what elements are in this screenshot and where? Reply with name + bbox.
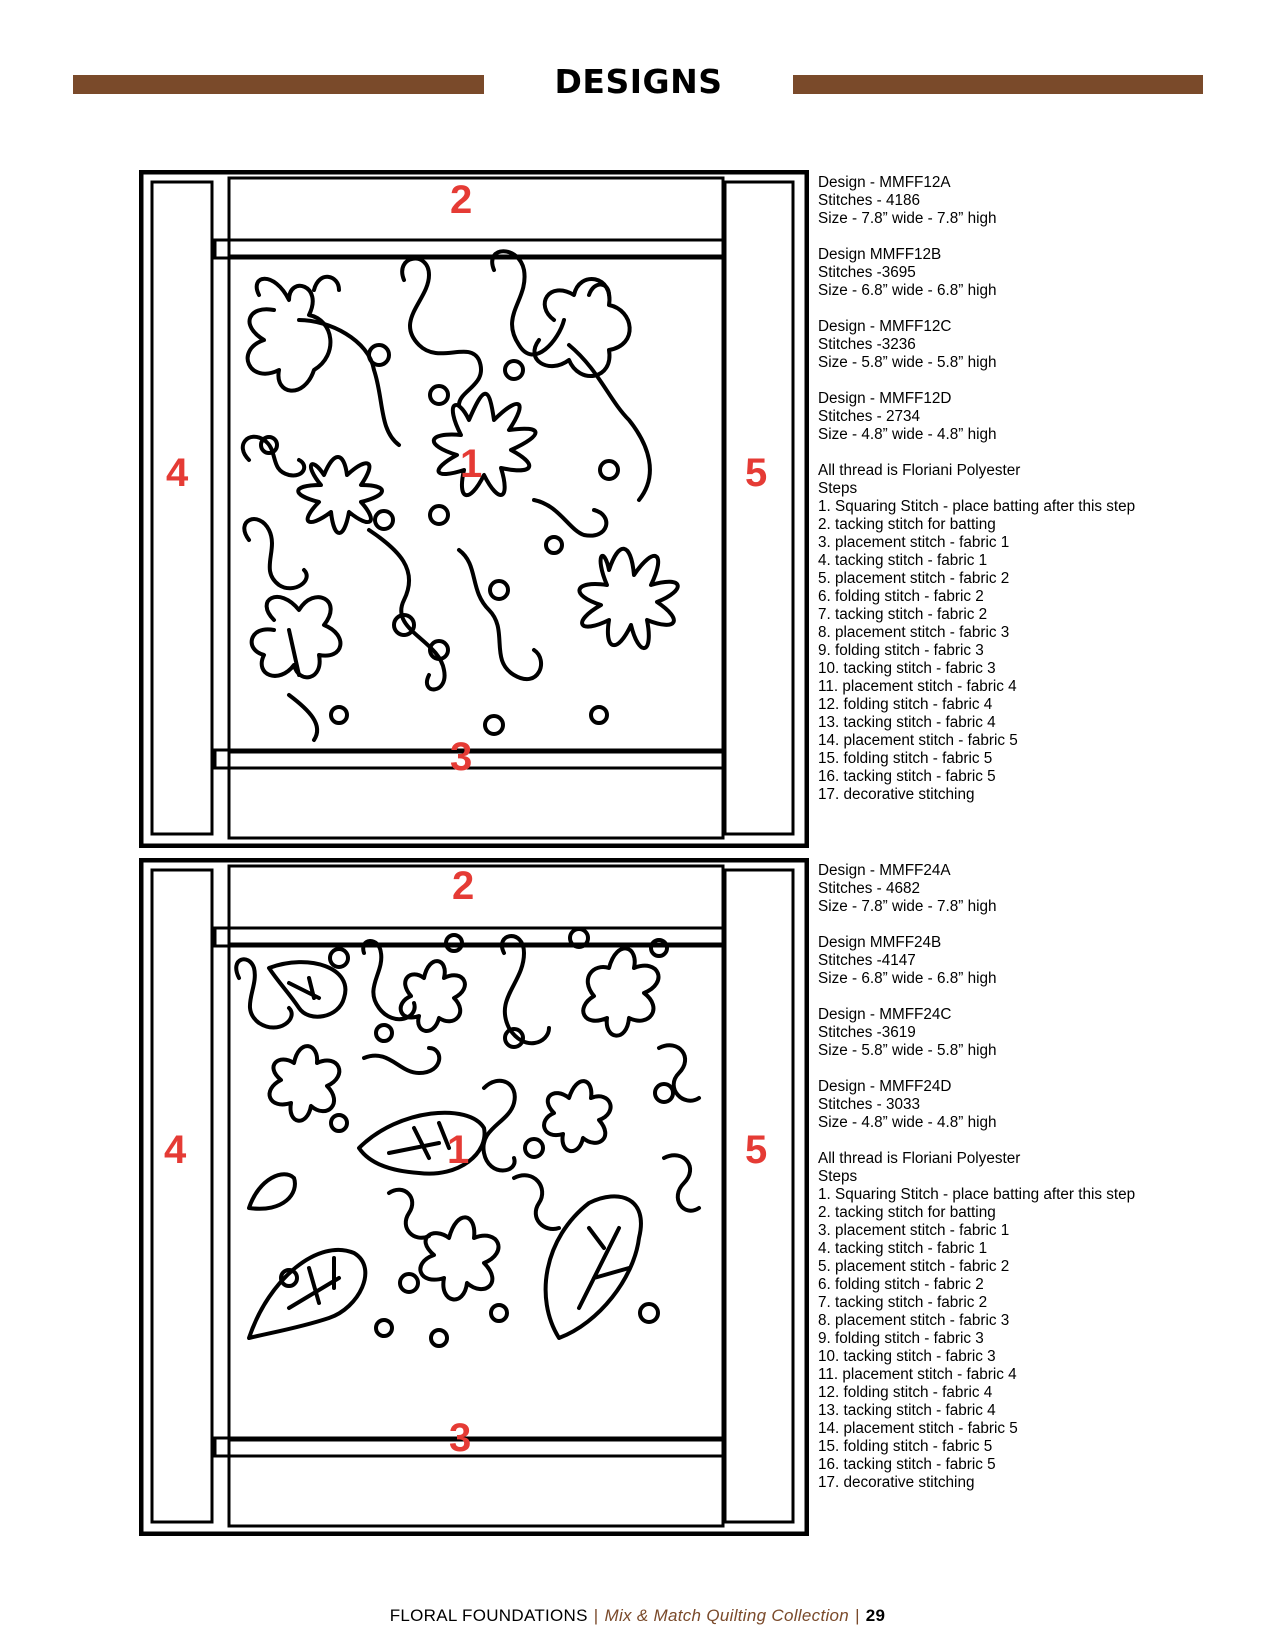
step-item: 6. folding stitch - fabric 2 (818, 588, 984, 605)
step-item: 9. folding stitch - fabric 3 (818, 642, 984, 659)
design-spec (818, 318, 1258, 372)
design-name: Design MMFF24B (818, 934, 942, 951)
design-stitches: Stitches -3695 (818, 264, 916, 281)
step-item: 15. folding stitch - fabric 5 (818, 1438, 993, 1455)
design-size: Size - 7.8” wide - 7.8” high (818, 898, 997, 915)
design-stitches: Stitches - 4682 (818, 880, 921, 897)
thread-note: All thread is Floriani Polyester (818, 1150, 1021, 1167)
label-bottom-3: 3 (450, 735, 473, 779)
design-info-2 (818, 862, 1258, 1492)
page-number: 29 (865, 1606, 886, 1625)
step-item: 3. placement stitch - fabric 1 (818, 1222, 1010, 1239)
footer-separator: | (855, 1606, 860, 1625)
step-item: 17. decorative stitching (818, 786, 975, 803)
label-bottom-3: 3 (449, 1416, 472, 1460)
design-size: Size - 4.8” wide - 4.8” high (818, 1114, 997, 1131)
design-name: Design - MMFF24D (818, 1078, 952, 1095)
label-right-5: 5 (745, 451, 768, 495)
label-center-1: 1 (460, 442, 483, 486)
design-size: Size - 6.8” wide - 6.8” high (818, 970, 997, 987)
header-rule-right (793, 75, 1203, 94)
design-stitches: Stitches - 4186 (818, 192, 921, 209)
design-name: Design - MMFF24A (818, 862, 951, 879)
page-title: DESIGNS (554, 62, 723, 101)
design-spec (818, 1078, 1258, 1132)
steps-heading: Steps (818, 1168, 858, 1185)
footer-separator: | (593, 1606, 599, 1625)
step-item: 15. folding stitch - fabric 5 (818, 750, 993, 767)
design-name: Design - MMFF12C (818, 318, 952, 335)
step-item: 13. tacking stitch - fabric 4 (818, 1402, 996, 1419)
design-size: Size - 6.8” wide - 6.8” high (818, 282, 997, 299)
step-item: 16. tacking stitch - fabric 5 (818, 768, 996, 785)
steps-list (818, 498, 1258, 804)
page-footer (0, 1606, 1275, 1626)
step-item: 11. placement stitch - fabric 4 (818, 1366, 1017, 1383)
label-left-4: 4 (164, 1128, 187, 1172)
block-outline-2 (139, 858, 809, 1536)
design-size: Size - 4.8” wide - 4.8” high (818, 426, 997, 443)
design-stitches: Stitches - 3033 (818, 1096, 921, 1113)
step-item: 4. tacking stitch - fabric 1 (818, 1240, 988, 1257)
step-item: 13. tacking stitch - fabric 4 (818, 714, 996, 731)
step-item: 17. decorative stitching (818, 1474, 975, 1491)
step-item: 1. Squaring Stitch - place batting after this step (818, 498, 1136, 515)
step-item: 4. tacking stitch - fabric 1 (818, 552, 988, 569)
step-item: 8. placement stitch - fabric 3 (818, 624, 1010, 641)
step-item: 8. placement stitch - fabric 3 (818, 1312, 1010, 1329)
design-name: Design - MMFF12D (818, 390, 952, 407)
step-item: 2. tacking stitch for batting (818, 1204, 996, 1221)
step-item: 14. placement stitch - fabric 5 (818, 1420, 1018, 1437)
step-item: 10. tacking stitch - fabric 3 (818, 1348, 996, 1365)
step-item: 6. folding stitch - fabric 2 (818, 1276, 984, 1293)
label-center-1: 1 (447, 1128, 470, 1172)
block-outline-1 (139, 170, 809, 848)
step-item: 7. tacking stitch - fabric 2 (818, 606, 988, 623)
design-name: Design MMFF12B (818, 246, 942, 263)
step-item: 10. tacking stitch - fabric 3 (818, 660, 996, 677)
step-item: 1. Squaring Stitch - place batting after this step (818, 1186, 1136, 1203)
step-item: 16. tacking stitch - fabric 5 (818, 1456, 996, 1473)
footer-book-title: FLORAL FOUNDATIONS (389, 1606, 588, 1625)
header-rule-left (73, 75, 484, 94)
design-stitches: Stitches - 2734 (818, 408, 921, 425)
thread-note: All thread is Floriani Polyester (818, 462, 1021, 479)
step-item: 2. tacking stitch for batting (818, 516, 996, 533)
block-diagram-2 (139, 858, 809, 1536)
design-spec (818, 246, 1258, 300)
design-spec (818, 862, 1258, 916)
design-spec (818, 174, 1258, 228)
design-spec (818, 1006, 1258, 1060)
design-stitches: Stitches -4147 (818, 952, 916, 969)
steps-list (818, 1186, 1258, 1492)
label-top-2: 2 (450, 178, 473, 222)
design-info-1 (818, 174, 1258, 804)
block-diagram-1 (139, 170, 809, 848)
step-item: 14. placement stitch - fabric 5 (818, 732, 1018, 749)
step-item: 7. tacking stitch - fabric 2 (818, 1294, 988, 1311)
design-spec (818, 390, 1258, 444)
step-item: 11. placement stitch - fabric 4 (818, 678, 1017, 695)
label-left-4: 4 (166, 451, 189, 495)
step-item: 5. placement stitch - fabric 2 (818, 1258, 1010, 1275)
design-stitches: Stitches -3619 (818, 1024, 916, 1041)
step-item: 12. folding stitch - fabric 4 (818, 696, 993, 713)
label-right-5: 5 (745, 1128, 768, 1172)
design-size: Size - 5.8” wide - 5.8” high (818, 354, 997, 371)
steps-heading: Steps (818, 480, 858, 497)
label-top-2: 2 (452, 864, 475, 908)
design-stitches: Stitches -3236 (818, 336, 916, 353)
step-item: 3. placement stitch - fabric 1 (818, 534, 1010, 551)
design-size: Size - 5.8” wide - 5.8” high (818, 1042, 997, 1059)
footer-collection: Mix & Match Quilting Collection (604, 1606, 850, 1625)
design-spec (818, 934, 1258, 988)
step-item: 9. folding stitch - fabric 3 (818, 1330, 984, 1347)
step-item: 12. folding stitch - fabric 4 (818, 1384, 993, 1401)
step-item: 5. placement stitch - fabric 2 (818, 570, 1010, 587)
design-size: Size - 7.8” wide - 7.8” high (818, 210, 997, 227)
design-name: Design - MMFF24C (818, 1006, 952, 1023)
design-name: Design - MMFF12A (818, 174, 951, 191)
